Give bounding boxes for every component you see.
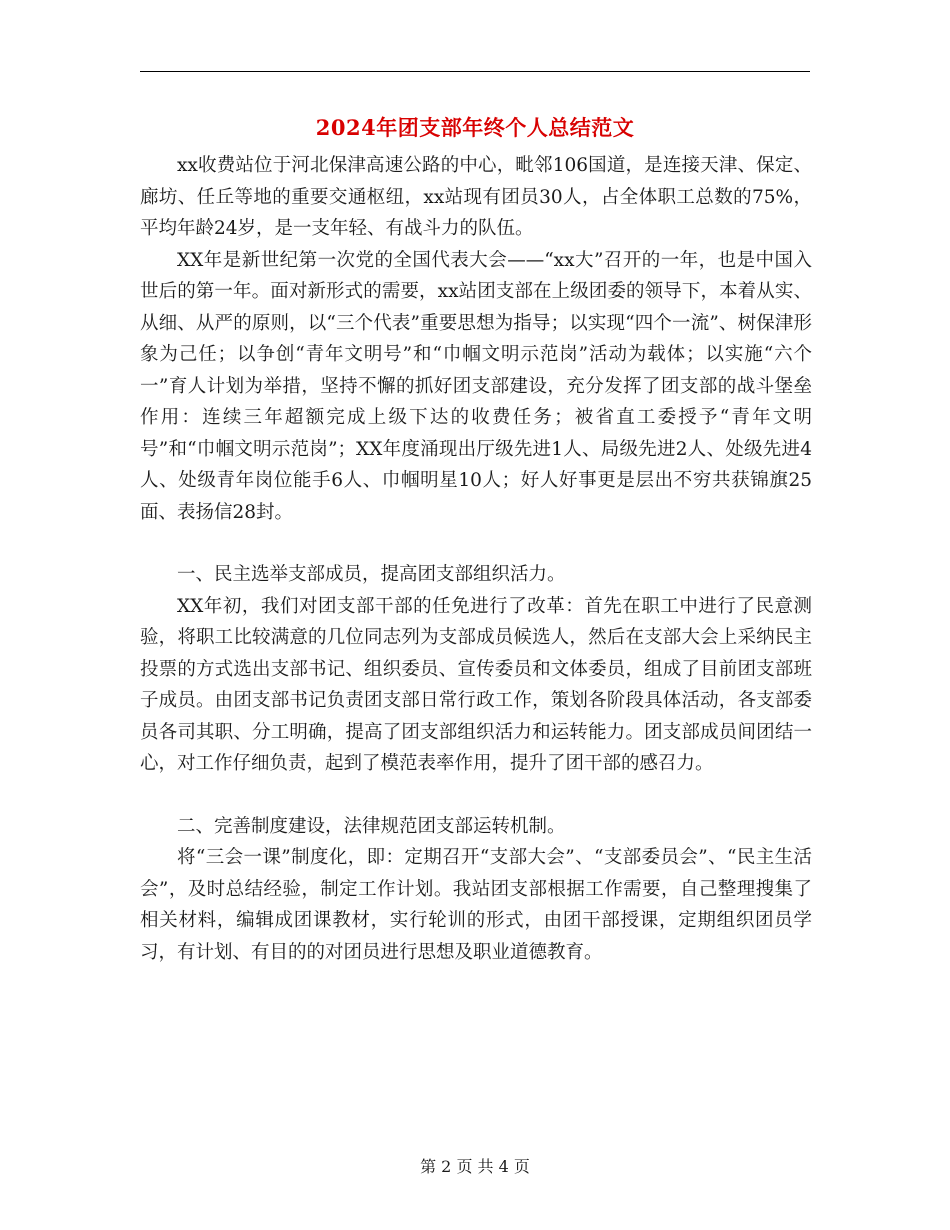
header-rule [140,71,810,72]
paragraph-intro: xx收费站位于河北保津高速公路的中心，毗邻106国道，是连接天津、保定、廊坊、任丘等地的重要交通枢纽，xx站现有团员30人，占全体职工总数的75%，平均年龄24岁，是一支年轻、有战斗力的队伍。 [140,155,812,239]
document-title: 2024年团支部年终个人总结范文 [315,115,635,140]
paragraph-section-1: XX年初，我们对团支部干部的任免进行了改革：首先在职工中进行了民意测验，将职工比较满意的几位同志列为支部成员候选人，然后在支部大会上采纳民主投票的方式选出支部书记、组织委员、宣传委员和文体委员，组成了目前团支部班子成员。由团支部书记负责团支部日常行政工作，策划各阶段具体活动，各支部委员各司其职、分工明确，提高了团支部组织活力和运转能力。团支部成员间团结一心，对工作仔细负责，起到了模范表率作用，提升了团干部的感召力。 [140,595,812,774]
page-number-footer: 第 2 页 共 4 页 [420,1157,530,1176]
paragraph-overview: XX年是新世纪第一次党的全国代表大会——“xx大”召开的一年，也是中国入世后的第一年。面对新形式的需要，xx站团支部在上级团委的领导下，本着从实、从细、从严的原则，以“三个代表”重要思想为指导；以实现“四个一流”、树保津形象为己任；以争创“青年文明号”和“巾帼文明示范岗”活动为载体；以实施“六个一”育人计划为举措，坚持不懈的抓好团支部建设，充分发挥了团支部的战斗堡垒作用：连续三年超额完成上级下达的收费任务；被省直工委授予“青年文明号”和“巾帼文明示范岗”；XX年度涌现出厅级先进1人、局级先进2人、处级先进4人、处级青年岗位能手6人、巾帼明星10人；好人好事更是层出不穷共获锦旗25面、表扬信28封。 [140,249,812,523]
section-heading-2: 二、完善制度建设，法律规范团支部运转机制。 [177,815,566,837]
document-body [140,150,812,968]
section-heading-1: 一、民主选举支部成员，提高团支部组织活力。 [177,564,566,585]
paragraph-section-2: 将“三会一课”制度化，即：定期召开“支部大会”、“支部委员会”、“民主生活会”，及时总结经验，制定工作计划。我站团支部根据工作需要，自己整理搜集了相关材料，编辑成团课教材，实行轮训的形式，由团干部授课，定期组织团员学习，有计划、有目的的对团员进行思想及职业道德教育。 [140,847,812,963]
